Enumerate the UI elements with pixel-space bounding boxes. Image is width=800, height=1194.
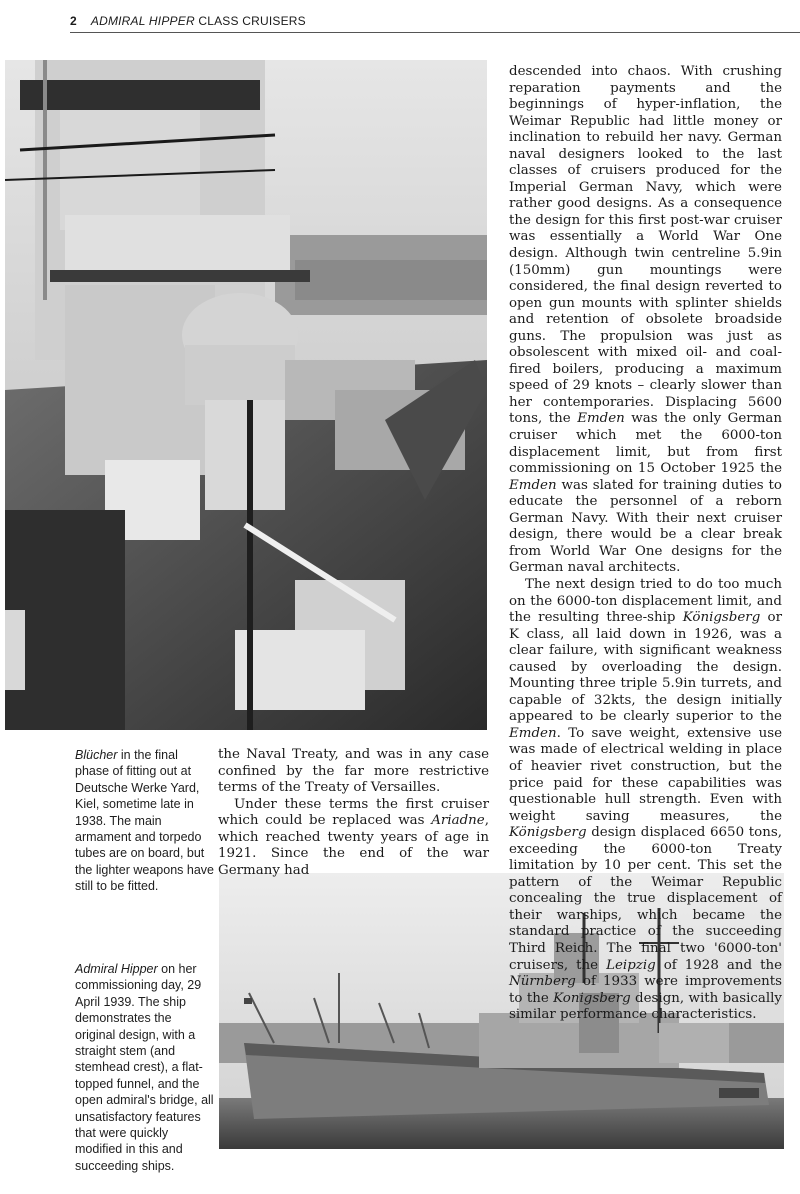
ship-name: Nürnberg (509, 974, 576, 990)
ship-name: Emden (577, 411, 625, 427)
body-paragraph (509, 577, 782, 1024)
ship-name: Emden (509, 725, 557, 741)
text-run: Under these terms the first cruiser which could be replaced was (218, 796, 489, 829)
text-run: , which reached twenty years of age in 1921. Since the end of the war Germany had (218, 813, 489, 878)
caption-text: in the final phase of fitting out at Deutsche Werke Yard, Kiel, sometime late in 1938. The main armament and torpedo tubes are on board, but the lighter weapons have still to be fitted. (75, 748, 214, 894)
text-run: of 1933 were improvements to the (509, 974, 782, 1006)
body-paragraph: the Naval Treaty, and was in any case confined by the far more restrictive terms of the Treaty of Versailles. (218, 747, 489, 796)
running-header (70, 14, 800, 34)
caption-text: on her commissioning day, 29 April 1939. The ship demonstrates the original design, with a straight stem (and stemhead crest), a flat-topped funnel, and the open admiral's bridge, all unsatisfactory features that were quickly modified in this and succeeding ships. (75, 962, 214, 1173)
caption-admiral-hipper (75, 961, 215, 1174)
body-column-middle (218, 747, 489, 879)
body-paragraph (218, 797, 489, 880)
text-run: or K class, all laid down in 1926, was a clear failure, with significant weakness caused by overloading the design. Mounting three triple 5.9in turrets, and capable of 32kts, the design initially appeared to be clearly superior to the (509, 610, 782, 725)
caption-ship-name: Admiral Hipper (75, 962, 158, 976)
caption-ship-name: Blücher (75, 748, 118, 762)
body-paragraph (509, 64, 782, 577)
ship-name: Königsberg (682, 610, 761, 626)
ship-name: Konigsberg (553, 990, 631, 1006)
caption-blucher (75, 747, 215, 895)
text-run: was slated for training duties to educate the personnel of a reborn German Navy. With their next cruiser design, there would be a clear break from World War One designs for the German naval architects. (509, 477, 782, 576)
ship-name: Emden (509, 477, 557, 493)
ship-name: Ariadne (431, 813, 485, 829)
body-column-right (509, 64, 782, 1024)
text-run: . To save weight, extensive use was made of electrical welding in place of heavier rivet construction, but the price paid for these capabilities was questionable hull strength. Even with weight saving measures, the (509, 725, 782, 824)
text-run: descended into chaos. With crushing reparation payments and the beginnings of hyper-inflation, the Weimar Republic had little money or inclination to rebuild her navy. German naval designers looked to the last classes of cruisers produced for the Imperial German Navy, which were rather good designs. As a consequence the design for this first post-war cruiser was essentially a World War One design. Although twin centreline 5.9in (150mm) gun mountings were considered, the final design reverted to open gun mounts with splinter shields and retention of obsolete broadside guns. The propulsion was just as obsolescent with mixed oil- and coal-fired boilers, producing a maximum speed of 29 knots – clearly slower than her contemporaries. Displacing 5600 tons, the (509, 64, 782, 427)
header-title-italic: ADMIRAL HIPPER (90, 14, 195, 28)
text-run: of 1928 and the (655, 957, 782, 973)
text-run: The next design tried to do too much on the 6000-ton displacement limit, and the resulting three-ship (509, 576, 782, 626)
page-number: 2 (70, 14, 77, 28)
text-run: design displaced 6650 tons, exceeding the 6000-ton Treaty limitation by 10 per cent. This set the pattern of the Weimar Republic concealing the true displacement of their warships, which became the standard practice of the succeeding Third Reich. The final two '6000-ton' cruisers, the (509, 825, 782, 973)
header-title-rest: CLASS CRUISERS (194, 14, 306, 28)
photo-blucher-fitting-out (5, 60, 487, 730)
ship-name: Königsberg (509, 825, 587, 841)
text-run: was the only German cruiser which met the 6000-ton displacement limit, but from first commissioning on 15 October 1925 the (509, 411, 782, 477)
ship-name: Leipzig (606, 957, 656, 973)
header-rule (70, 32, 800, 33)
text-run: design, with basically similar performance characteristics. (509, 990, 782, 1023)
